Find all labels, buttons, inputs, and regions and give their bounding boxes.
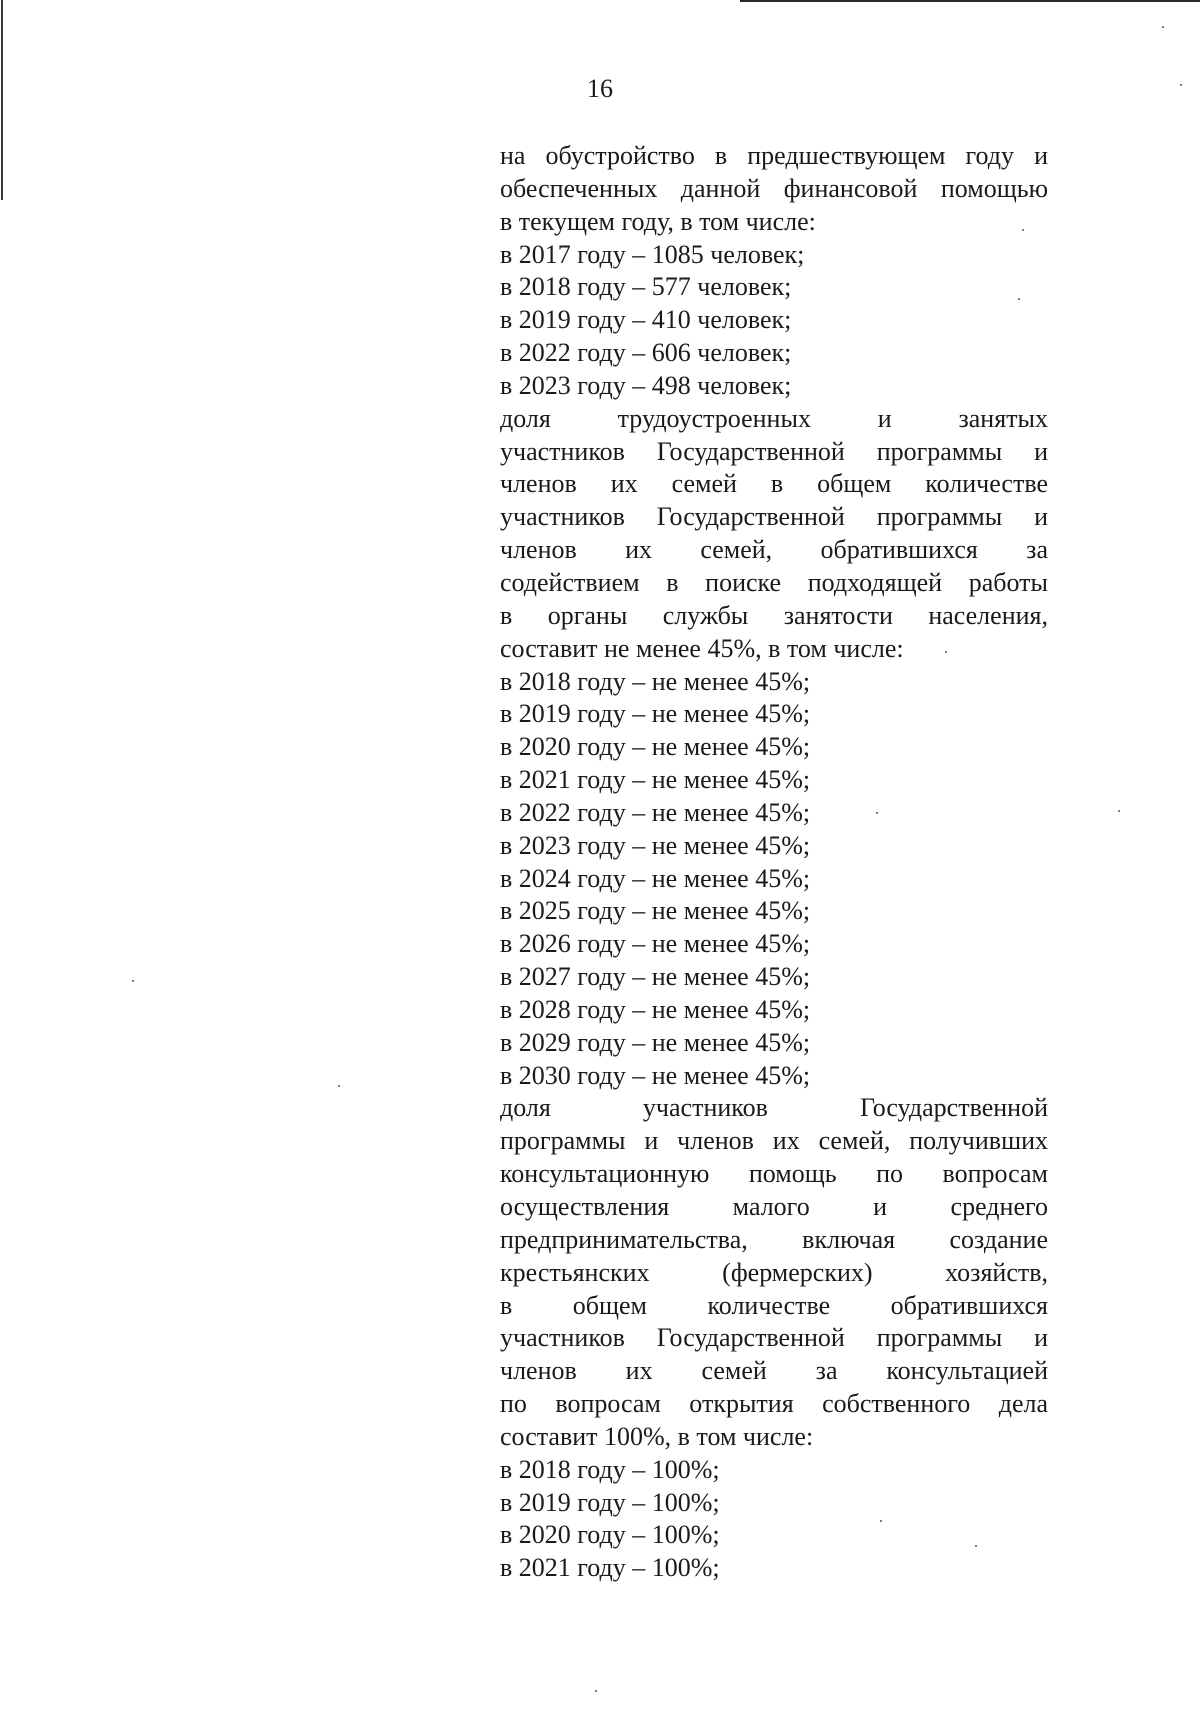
- text-line: в 2027 году – не менее 45%;: [500, 962, 811, 992]
- text-line: в текущем году, в том числе:: [500, 206, 816, 236]
- text-line: в 2023 году – 498 человек;: [500, 370, 792, 400]
- text-line: обеспеченных данной финансовой помощью: [500, 173, 1048, 203]
- text-line: в 2021 году – не менее 45%;: [500, 765, 811, 795]
- scan-speck: [1118, 810, 1120, 812]
- text-line: в 2019 году – не менее 45%;: [500, 699, 811, 729]
- text-line: по вопросам открытия собственного дела: [500, 1389, 1048, 1419]
- text-line: в 2018 году – не менее 45%;: [500, 666, 811, 696]
- text-line: в 2017 году – 1085 человек;: [500, 239, 805, 269]
- scan-speck: [975, 1545, 977, 1547]
- text-line: в 2024 году – не менее 45%;: [500, 863, 811, 893]
- text-line: в 2028 году – не менее 45%;: [500, 994, 811, 1024]
- text-line: членов их семей за консультацией: [500, 1356, 1048, 1386]
- scan-speck: [132, 980, 134, 982]
- text-line: участников Государственной программы и: [500, 502, 1048, 532]
- text-line: в 2018 году – 577 человек;: [500, 272, 792, 302]
- text-line: программы и членов их семей, получивших: [500, 1126, 1048, 1156]
- text-line: в 2025 году – не менее 45%;: [500, 896, 811, 926]
- text-line: членов их семей, обратившихся за: [500, 535, 1048, 565]
- text-line: в 2019 году – 410 человек;: [500, 305, 792, 335]
- text-line: в 2023 году – не менее 45%;: [500, 830, 811, 860]
- scan-speck: [876, 812, 878, 814]
- scan-speck: [1180, 84, 1182, 86]
- text-line: членов их семей в общем количестве: [500, 469, 1048, 499]
- text-line: предпринимательства, включая создание: [500, 1224, 1048, 1254]
- text-line: осуществления малого и среднего: [500, 1192, 1048, 1221]
- scan-speck: [338, 1085, 340, 1087]
- text-line: доля участников Государственной: [500, 1093, 1048, 1123]
- scan-speck: [1022, 229, 1024, 231]
- text-line: содействием в поиске подходящей работы: [500, 567, 1048, 597]
- text-line: участников Государственной программы и: [500, 1323, 1048, 1353]
- scan-speck: [1162, 26, 1164, 28]
- text-line: в 2030 году – не менее 45%;: [500, 1060, 811, 1090]
- text-line: в 2021 году – 100%;: [500, 1553, 720, 1583]
- scan-speck: [595, 1690, 597, 1692]
- body-text: [500, 140, 1048, 1585]
- text-line: в 2019 году – 100%;: [500, 1487, 720, 1517]
- text-line: крестьянских (фермерских) хозяйств,: [500, 1257, 1048, 1287]
- text-line: на обустройство в предшествующем году и: [500, 141, 1048, 170]
- scan-speck: [880, 1520, 882, 1522]
- text-line: в 2020 году – не менее 45%;: [500, 732, 811, 762]
- scan-speck: [945, 651, 947, 653]
- text-line: в общем количестве обратившихся: [500, 1290, 1048, 1320]
- text-line: консультационную помощь по вопросам: [500, 1159, 1048, 1189]
- scan-edge-top: [740, 0, 1200, 2]
- text-line: доля трудоустроенных и занятых: [500, 403, 1048, 433]
- text-line: в 2026 году – не менее 45%;: [500, 929, 811, 959]
- text-line: в 2020 году – 100%;: [500, 1520, 720, 1550]
- text-line: составит 100%, в том числе:: [500, 1421, 814, 1451]
- text-line: составит не менее 45%, в том числе:: [500, 633, 904, 663]
- text-line: в 2018 году – 100%;: [500, 1454, 720, 1484]
- text-line: участников Государственной программы и: [500, 436, 1048, 466]
- text-line: в 2022 году – 606 человек;: [500, 338, 792, 368]
- text-line: в органы службы занятости населения,: [500, 600, 1048, 630]
- text-line: в 2022 году – не менее 45%;: [500, 797, 811, 827]
- scan-speck: [1018, 298, 1020, 300]
- page-number: 16: [587, 74, 613, 103]
- text-line: в 2029 году – не менее 45%;: [500, 1027, 811, 1057]
